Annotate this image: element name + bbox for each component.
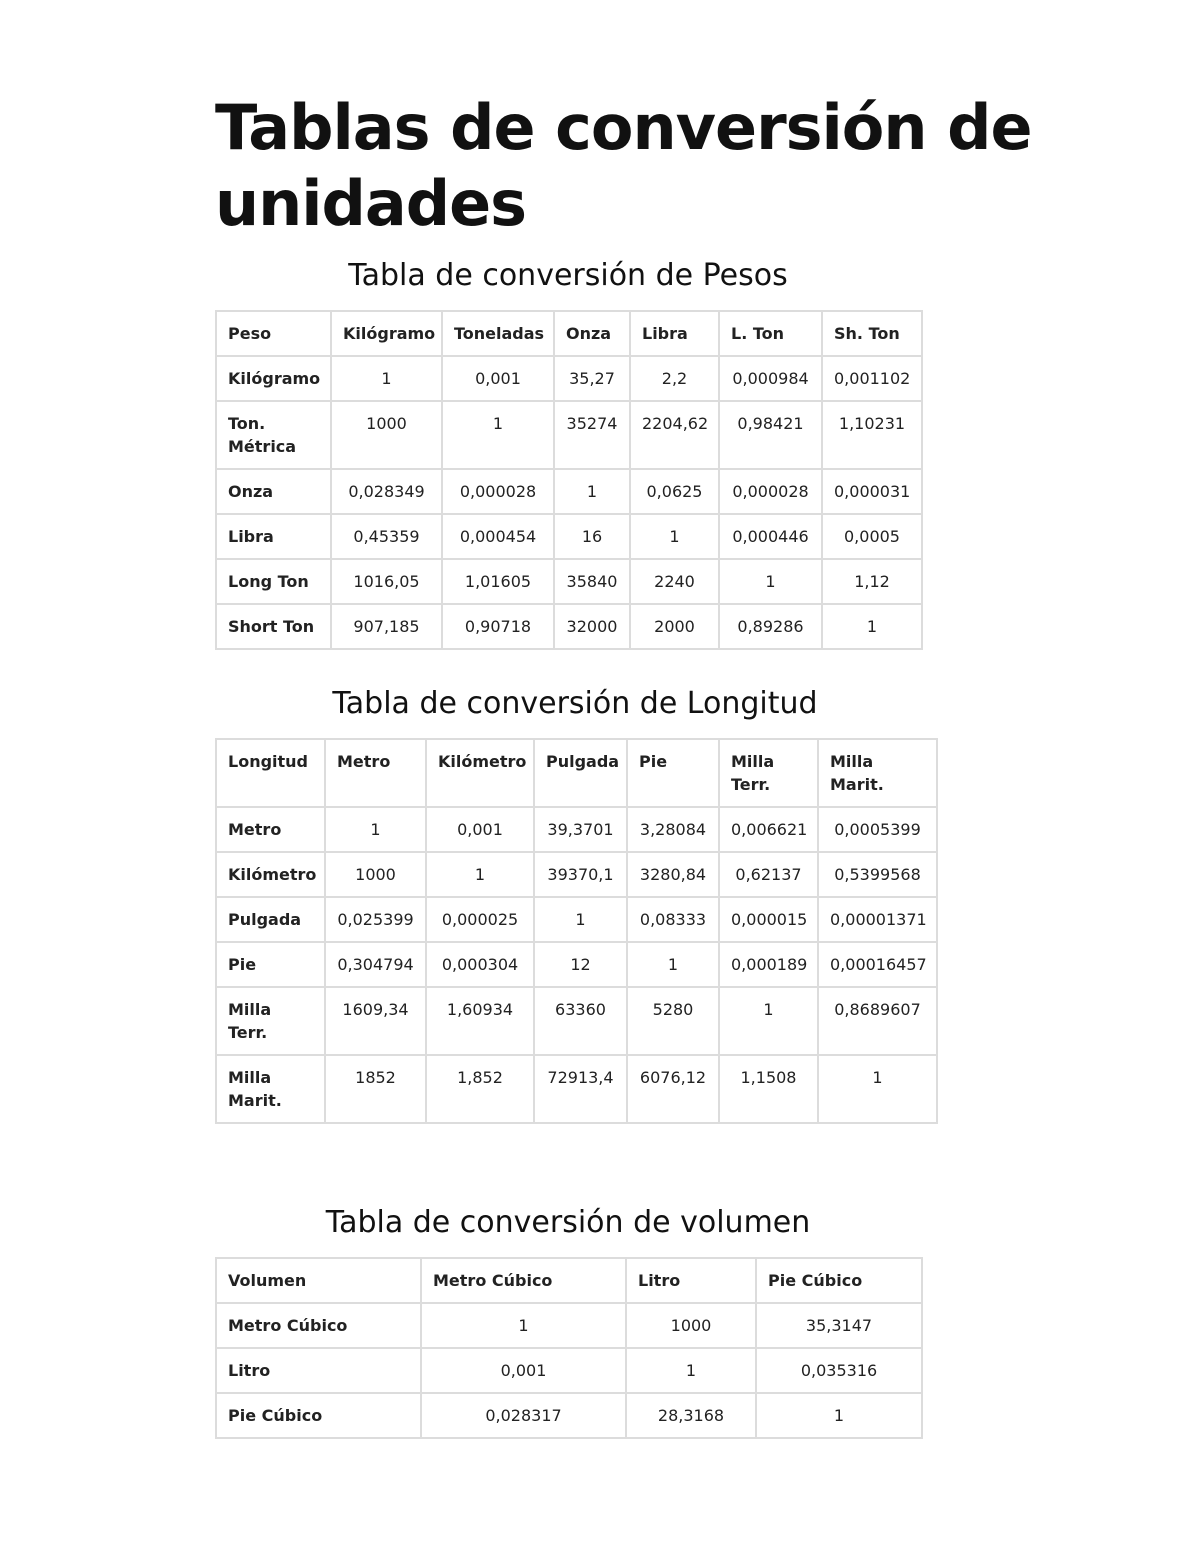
table-cell: 0,98421	[719, 401, 822, 469]
column-header: Onza	[554, 311, 630, 356]
row-header-cell: Kilógramo	[216, 356, 331, 401]
table-cell: 1000	[626, 1303, 756, 1348]
table-cell: 1,10231	[822, 401, 922, 469]
row-header-cell: Kilómetro	[216, 852, 325, 897]
table-cell: 5280	[627, 987, 719, 1055]
table-cell: 0,001	[426, 807, 534, 852]
table-cell: 0,000984	[719, 356, 822, 401]
table-cell: 0,000028	[442, 469, 554, 514]
table-cell: 28,3168	[626, 1393, 756, 1438]
table-cell: 12	[534, 942, 627, 987]
table-cell: 1	[421, 1303, 626, 1348]
table-cell: 1,852	[426, 1055, 534, 1123]
table-cell: 0,028349	[331, 469, 442, 514]
column-header: Milla Terr.	[719, 739, 818, 807]
volume-conversion-table	[215, 1257, 923, 1439]
table-cell: 63360	[534, 987, 627, 1055]
table-cell: 0,0005399	[818, 807, 937, 852]
table-cell: 0,62137	[719, 852, 818, 897]
table-cell: 1	[719, 987, 818, 1055]
table-cell: 0,001102	[822, 356, 922, 401]
column-header: Metro	[325, 739, 426, 807]
table-cell: 72913,4	[534, 1055, 627, 1123]
table-cell: 0,0005	[822, 514, 922, 559]
table-cell: 1	[627, 942, 719, 987]
table-cell: 0,0625	[630, 469, 719, 514]
table-cell: 0,000028	[719, 469, 822, 514]
table-cell: 1	[630, 514, 719, 559]
column-header: Metro Cúbico	[421, 1258, 626, 1303]
table-cell: 907,185	[331, 604, 442, 649]
table-cell: 3,28084	[627, 807, 719, 852]
table-cell: 1,12	[822, 559, 922, 604]
table-cell: 0,8689607	[818, 987, 937, 1055]
table-cell: 0,000454	[442, 514, 554, 559]
table-cell: 16	[554, 514, 630, 559]
table-cell: 0,000189	[719, 942, 818, 987]
table-cell: 1,01605	[442, 559, 554, 604]
table-row	[216, 1303, 922, 1348]
table-row	[216, 356, 922, 401]
weight-table-heading: Tabla de conversión de Pesos	[348, 258, 788, 293]
column-header: Pie	[627, 739, 719, 807]
table-row	[216, 942, 937, 987]
table-cell: 1	[331, 356, 442, 401]
table-cell: 0,90718	[442, 604, 554, 649]
table-cell: 1016,05	[331, 559, 442, 604]
table-cell: 1000	[331, 401, 442, 469]
table-header-row	[216, 1258, 922, 1303]
table-cell: 2240	[630, 559, 719, 604]
table-cell: 1	[822, 604, 922, 649]
table-cell: 1	[442, 401, 554, 469]
table-cell: 1	[534, 897, 627, 942]
row-header-cell: Pie	[216, 942, 325, 987]
table-cell: 0,006621	[719, 807, 818, 852]
table-cell: 1	[325, 807, 426, 852]
column-header: Pie Cúbico	[756, 1258, 922, 1303]
table-cell: 0,001	[442, 356, 554, 401]
table-cell: 35274	[554, 401, 630, 469]
table-row	[216, 514, 922, 559]
table-cell: 0,5399568	[818, 852, 937, 897]
table-cell: 0,00001371	[818, 897, 937, 942]
table-cell: 1	[626, 1348, 756, 1393]
table-row	[216, 559, 922, 604]
row-header-cell: Libra	[216, 514, 331, 559]
table-cell: 1,60934	[426, 987, 534, 1055]
column-header: Sh. Ton	[822, 311, 922, 356]
table-cell: 1	[719, 559, 822, 604]
table-cell: 0,000015	[719, 897, 818, 942]
row-header-cell: Pie Cúbico	[216, 1393, 421, 1438]
table-cell: 0,000304	[426, 942, 534, 987]
table-cell: 35840	[554, 559, 630, 604]
row-header-cell: Litro	[216, 1348, 421, 1393]
table-cell: 1,1508	[719, 1055, 818, 1123]
column-header: Volumen	[216, 1258, 421, 1303]
column-header: Kilógramo	[331, 311, 442, 356]
table-cell: 0,001	[421, 1348, 626, 1393]
table-header-row	[216, 739, 937, 807]
table-row	[216, 1055, 937, 1123]
table-cell: 2000	[630, 604, 719, 649]
table-cell: 39,3701	[534, 807, 627, 852]
volume-table-heading: Tabla de conversión de volumen	[325, 1205, 811, 1240]
row-header-cell: Onza	[216, 469, 331, 514]
table-cell: 1	[818, 1055, 937, 1123]
row-header-cell: Ton. Métrica	[216, 401, 331, 469]
column-header: Pulgada	[534, 739, 627, 807]
table-cell: 0,45359	[331, 514, 442, 559]
row-header-cell: Pulgada	[216, 897, 325, 942]
weight-conversion-table	[215, 310, 923, 650]
table-cell: 0,00016457	[818, 942, 937, 987]
table-cell: 35,27	[554, 356, 630, 401]
row-header-cell: Milla Marit.	[216, 1055, 325, 1123]
table-cell: 2204,62	[630, 401, 719, 469]
table-cell: 0,000025	[426, 897, 534, 942]
table-row	[216, 987, 937, 1055]
table-cell: 0,89286	[719, 604, 822, 649]
table-cell: 0,035316	[756, 1348, 922, 1393]
table-row	[216, 852, 937, 897]
table-cell: 1609,34	[325, 987, 426, 1055]
table-row	[216, 401, 922, 469]
row-header-cell: Short Ton	[216, 604, 331, 649]
table-cell: 1000	[325, 852, 426, 897]
column-header: Milla Marit.	[818, 739, 937, 807]
length-conversion-table	[215, 738, 938, 1124]
table-row	[216, 469, 922, 514]
table-cell: 0,028317	[421, 1393, 626, 1438]
table-row	[216, 604, 922, 649]
column-header: Longitud	[216, 739, 325, 807]
row-header-cell: Metro Cúbico	[216, 1303, 421, 1348]
table-cell: 0,025399	[325, 897, 426, 942]
page-title: Tablas de conversión de unidades	[215, 91, 1032, 240]
table-cell: 1	[554, 469, 630, 514]
column-header: L. Ton	[719, 311, 822, 356]
table-cell: 6076,12	[627, 1055, 719, 1123]
column-header: Toneladas	[442, 311, 554, 356]
table-row	[216, 807, 937, 852]
table-row	[216, 1393, 922, 1438]
table-cell: 35,3147	[756, 1303, 922, 1348]
table-header-row	[216, 311, 922, 356]
table-cell: 0,000031	[822, 469, 922, 514]
table-cell: 1	[756, 1393, 922, 1438]
table-cell: 2,2	[630, 356, 719, 401]
column-header: Litro	[626, 1258, 756, 1303]
table-cell: 3280,84	[627, 852, 719, 897]
table-cell: 0,304794	[325, 942, 426, 987]
row-header-cell: Metro	[216, 807, 325, 852]
row-header-cell: Milla Terr.	[216, 987, 325, 1055]
table-cell: 0,000446	[719, 514, 822, 559]
table-cell: 0,08333	[627, 897, 719, 942]
table-cell: 39370,1	[534, 852, 627, 897]
table-cell: 1852	[325, 1055, 426, 1123]
length-table-heading: Tabla de conversión de Longitud	[332, 686, 818, 721]
column-header: Libra	[630, 311, 719, 356]
column-header: Kilómetro	[426, 739, 534, 807]
table-cell: 1	[426, 852, 534, 897]
table-row	[216, 897, 937, 942]
row-header-cell: Long Ton	[216, 559, 331, 604]
column-header: Peso	[216, 311, 331, 356]
table-cell: 32000	[554, 604, 630, 649]
table-row	[216, 1348, 922, 1393]
